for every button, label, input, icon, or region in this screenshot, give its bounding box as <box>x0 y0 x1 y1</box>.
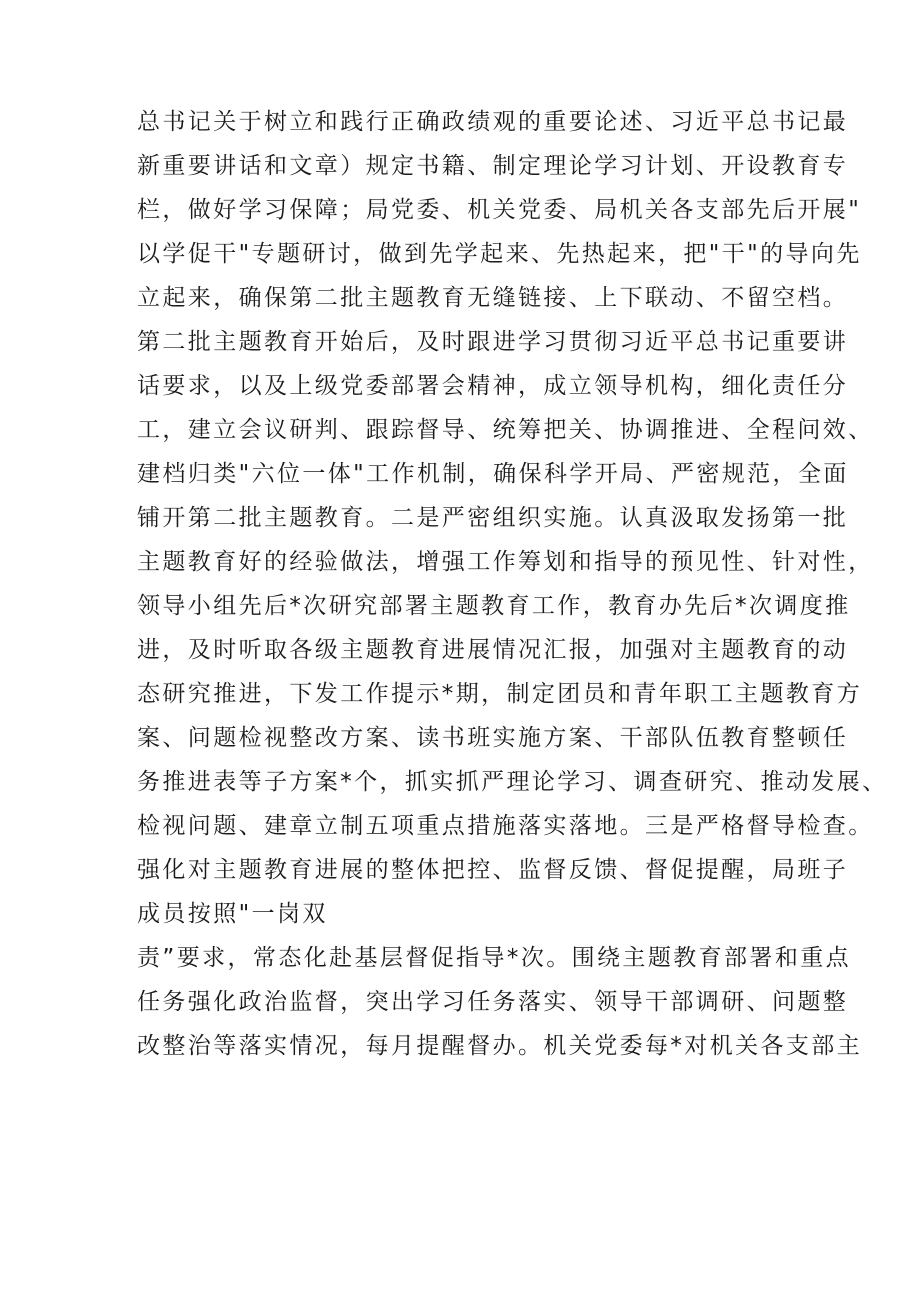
text-line: 进，及时听取各级主题教育进展情况汇报，加强对主题教育的动 <box>137 637 849 663</box>
text-line: 案、问题检视整改方案、读书班实施方案、干部队伍教育整顿任 <box>137 725 849 751</box>
text-line: 工，建立会议研判、跟踪督导、统筹把关、协调推进、全程问效、 <box>137 417 874 443</box>
text-line: 新重要讲话和文章）规定书籍、制定理论学习计划、开设教育专 <box>137 153 849 179</box>
text-line: 务推进表等子方案*个，抓实抓严理论学习、调查研究、推动发展、 <box>137 769 888 795</box>
text-line: 态研究推进，下发工作提示*期，制定团员和青年职工主题教育方 <box>137 681 863 707</box>
text-line: 第二批主题教育开始后，及时跟进学习贯彻习近平总书记重要讲 <box>137 329 849 355</box>
text-line: 以学促干"专题研讨，做到先学起来、先热起来，把"干"的导向先 <box>137 241 862 267</box>
text-line: 强化对主题教育进展的整体把控、监督反馈、督促提醒，局班子 <box>137 857 849 883</box>
text-line: 责”要求，常态化赴基层督促指导*次。围绕主题教育部署和重点 <box>137 945 852 971</box>
text-line: 立起来，确保第二批主题教育无缝链接、上下联动、不留空档。 <box>137 285 849 311</box>
text-line: 铺开第二批主题教育。二是严密组织实施。认真汲取发扬第一批 <box>137 505 849 531</box>
text-line: 检视问题、建章立制五项重点措施落实落地。三是严格督导检查。 <box>137 813 874 839</box>
text-line: 总书记关于树立和践行正确政绩观的重要论述、习近平总书记最 <box>137 109 849 135</box>
text-line: 话要求，以及上级党委部署会精神，成立领导机构，细化责任分 <box>137 373 849 399</box>
text-line: 领导小组先后*次研究部署主题教育工作，教育办先后*次调度推 <box>137 593 851 619</box>
text-line: 改整治等落实情况，每月提醒督办。机关党委每*对机关各支部主 <box>137 1033 863 1059</box>
text-line: 成员按照"一岗双 <box>137 901 328 927</box>
text-line: 主题教育好的经验做法，增强工作筹划和指导的预见性、针对性， <box>137 549 874 575</box>
text-line: 任务强化政治监督，突出学习任务落实、领导干部调研、问题整 <box>137 989 849 1015</box>
text-line: 栏，做好学习保障；局党委、机关党委、局机关各支部先后开展" <box>137 197 862 223</box>
text-line: 建档归类"六位一体"工作机制，确保科学开局、严密规范，全面 <box>137 461 849 487</box>
